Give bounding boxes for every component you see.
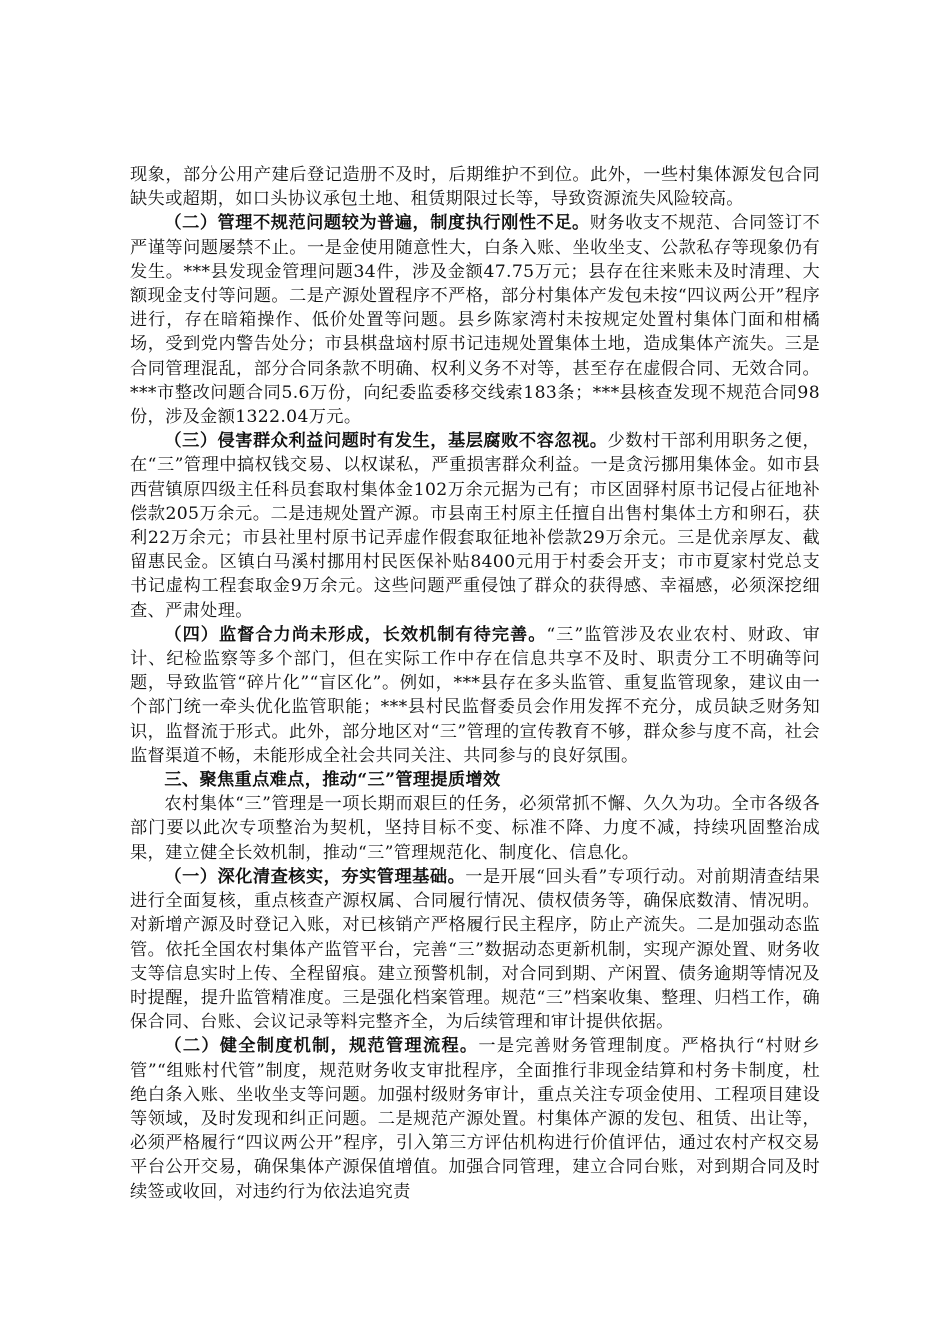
paragraph-management-irregularities [130,211,820,429]
paragraph-text: 农村集体“三”管理是一项长期而艰巨的任务，必须常抓不懈、久久为功。全市各级各部门要以此次专项整治为契机，坚持目标不变、标准不降、力度不减，持续巩固整治成果，建立健全长效机制，推动“三”管理规范化、制度化、信息化。 [130,794,820,863]
paragraph-text: 少数村干部利用职务之便，在“三”管理中搞权钱交易、以权谋私，严重损害群众利益。一是贪污挪用集体金。如市县西营镇原四级主任科员套取村集体金102万余元据为己有；市区固驿村原书记侵占征地补偿款205万余元。二是违规处置产源。市县南王村原主任擅自出售村集体土方和卵石，获利22万余元；市县社里村原书记弄虚作假套取征地补偿款29万余元。三是优亲厚友、截留惠民金。区镇白马溪村挪用村民医保补贴8400元用于村委会开支；市市夏家村党总支书记虚构工程套取金9万余元。这些问题严重侵蚀了群众的获得感、幸福感，必须深挖细查、严肃处理。 [130,431,820,621]
paragraph-text: 财务收支不规范、合同签订不严谨等问题屡禁不止。一是金使用随意性大，白条入账、坐收坐支、公款私存等现象仍有发生。***县发现金管理问题34件，涉及金额47.75万元；县存在往来账未及时清理、大额现金支付等问题。二是产源处置程序不严格，部分村集体产发包未按“四议两公开”程序进行，存在暗箱操作、低价处置等问题。县乡陈家湾村未按规定处置村集体门面和柑橘场，受到党内警告处分；市县棋盘垴村原书记违规处置集体土地，造成集体产流失。三是合同管理混乱，部分合同条款不明确、权利义务不对等，甚至存在虚假合同、无效合同。***市整改问题合同5.6万份，向纪委监委移交线索183条；***县核查发现不规范合同98份，涉及金额1322.04万元。 [130,213,820,428]
subheading: （一）深化清查核实，夯实管理基础。 [164,866,466,887]
subheading: （二）健全制度机制，规范管理流程。 [164,1036,479,1057]
paragraph-text: “三”监管涉及农业农村、财政、审计、纪检监察等多个部门，但在实际工作中存在信息共享不及时、职责分工不明确等问题，导致监管“碎片化”“盲区化”。例如，***县存在多头监管、重复监管现象，建议由一个部门统一牵头优化监管职能；***县村民监督委员会作用发挥不充分，成员缺乏财务知识，监督流于形式。此外，部分地区对“三”管理的宣传教育不够，群众参与度不高，社会监督渠道不畅，未能形成全社会共同关注、共同参与的良好氛围。 [130,624,820,766]
paragraph-continuation [130,163,820,211]
document-page [130,163,820,1204]
subheading: （二）管理不规范问题较为普遍，制度执行刚性不足。 [164,213,590,234]
section-heading: 三、聚焦重点难点，推动“三”管理提质增效 [164,770,501,791]
paragraph-improve-mechanisms [130,1034,820,1203]
paragraph-infringement-issues [130,429,820,623]
subheading: （四）监督合力尚未形成，长效机制有待完善。 [164,624,547,645]
paragraph-supervision-issues [130,623,820,768]
paragraph-text: 一是开展“回头看”专项行动。对前期清查结果进行全面复核，重点核查产源权属、合同履行情况、债权债务等，确保底数清、情况明。对新增产源及时登记入账，对已核销产严格履行民主程序，防止产流失。二是加强动态监管。依托全国农村集体产监管平台，完善“三”数据动态更新机制，实现产源处置、财务收支等信息实时上传、全程留痕。建立预警机制，对合同到期、产闲置、债务逾期等情况及时提醒，提升监管精准度。三是强化档案管理。规范“三”档案收集、整理、归档工作，确保合同、台账、会议记录等料完整齐全，为后续管理和审计提供依据。 [130,866,820,1033]
paragraph-text: 一是完善财务管理制度。严格执行“村财乡管”“组账村代管”制度，规范财务收支审批程序，全面推行非现金结算和村务卡制度，杜绝白条入账、坐收坐支等问题。加强村级财务审计，重点关注专项金使用、工程项目建设等领域，及时发现和纠正问题。二是规范产源处置。村集体产源的发包、租赁、出让等，必须严格履行“四议两公开”程序，引入第三方评估机构进行价值评估，通过农村产权交易平台公开交易，确保集体产源保值增值。加强合同管理，建立合同台账，对到期合同及时续签或收回，对违约行为依法追究责 [130,1036,820,1202]
paragraph-section-intro [130,792,820,865]
paragraph-text: 现象，部分公用产建后登记造册不及时，后期维护不到位。此外，一些村集体源发包合同缺失或超期，如口头协议承包土地、租赁期限过长等，导致资源流失风险较高。 [130,165,820,210]
paragraph-deepen-verification [130,865,820,1034]
subheading: （三）侵害群众利益问题时有发生，基层腐败不容忽视。 [164,431,608,452]
